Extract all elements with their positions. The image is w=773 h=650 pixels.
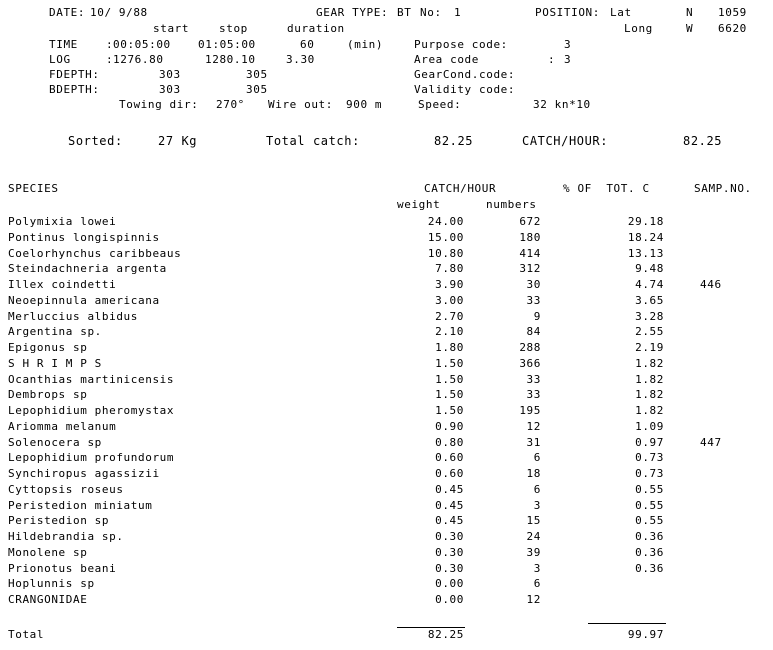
weight-cell: 2.10 — [435, 325, 464, 339]
time-start: 00:05:00 — [113, 38, 171, 51]
pct-cell: 1.82 — [635, 356, 664, 370]
species-name-cell: Epigonus sp — [8, 341, 88, 354]
sub-numbers-header: numbers — [486, 198, 537, 211]
total-pct: 99.97 — [627, 628, 664, 641]
weight-cell: 0.45 — [435, 514, 464, 528]
weight-cell: 0.30 — [435, 561, 464, 575]
numbers-cell: 31 — [526, 435, 541, 449]
weight-cell: 24.00 — [427, 215, 464, 228]
date-value: 10/ 9/88 — [90, 6, 148, 19]
species-name-cell: Coelorhynchus caribbeaus — [8, 246, 182, 260]
species-name-cell: Hoplunnis sp — [8, 577, 95, 591]
numbers-cell: 6 — [533, 577, 541, 591]
lat-label: Lat — [610, 6, 632, 19]
col-catch-hour-header: CATCH/HOUR — [424, 182, 497, 195]
time-colon: : — [106, 38, 114, 51]
total-catch-label: Total catch: — [266, 134, 360, 148]
col-species-header: SPECIES — [8, 182, 59, 195]
fdepth-stop: 305 — [246, 68, 268, 81]
bdepth-label: BDEPTH: — [49, 83, 100, 96]
numbers-cell: 33 — [526, 388, 541, 402]
numbers-cell: 33 — [526, 293, 541, 307]
species-name-cell: Monolene sp — [8, 545, 88, 559]
col-start-header: start — [153, 22, 190, 35]
pct-cell: 0.55 — [635, 482, 664, 496]
area-label: Area code — [414, 53, 480, 66]
numbers-cell: 288 — [519, 341, 541, 354]
log-duration: 3.30 — [286, 53, 315, 66]
catch-hour-value: 82.25 — [683, 134, 723, 148]
total-label: Total — [8, 628, 45, 641]
wire-value: 900 m — [346, 98, 383, 111]
species-name-cell: Merluccius albidus — [8, 309, 139, 323]
numbers-cell: 12 — [526, 593, 541, 606]
numbers-cell: 414 — [519, 246, 541, 260]
gearcond-label: GearCond.code: — [414, 68, 516, 81]
species-name-cell: Ocanthias martinicensis — [8, 372, 175, 386]
numbers-cell: 195 — [519, 404, 541, 417]
pct-cell: 3.28 — [635, 309, 664, 323]
pct-cell: 0.55 — [635, 498, 664, 512]
time-duration: 60 — [300, 38, 315, 51]
weight-cell: 1.50 — [435, 388, 464, 402]
pct-cell: 0.73 — [635, 467, 664, 480]
weight-cell: 10.80 — [427, 246, 464, 260]
weight-cell: 7.80 — [435, 262, 464, 276]
total-catch-value: 82.25 — [434, 134, 474, 148]
species-name-cell: Polymixia lowei — [8, 215, 117, 228]
species-name-cell: Synchiropus agassizii — [8, 467, 160, 480]
species-name-cell: S H R I M P S — [8, 356, 102, 370]
pct-cell: 4.74 — [635, 278, 664, 291]
bdepth-stop: 305 — [246, 83, 268, 96]
weight-cell: 0.00 — [435, 593, 464, 606]
lat-value: 1059 — [718, 6, 747, 19]
purpose-value: 3 — [564, 38, 572, 51]
samp-cell: 447 — [700, 435, 722, 449]
time-stop: 01:05:00 — [198, 38, 256, 51]
col-duration-header: duration — [287, 22, 345, 35]
weight-cell: 1.50 — [435, 404, 464, 417]
no-value: 1 — [454, 6, 462, 19]
numbers-cell: 18 — [526, 467, 541, 480]
pct-cell: 29.18 — [627, 215, 664, 228]
weight-cell: 2.70 — [435, 309, 464, 323]
numbers-cell: 180 — [519, 230, 541, 244]
pct-cell: 0.97 — [635, 435, 664, 449]
towing-label: Towing dir: — [119, 98, 199, 111]
numbers-cell: 84 — [526, 325, 541, 339]
weight-cell: 0.00 — [435, 577, 464, 591]
pct-cell: 0.36 — [635, 530, 664, 543]
speed-value: 32 kn*10 — [533, 98, 591, 111]
numbers-cell: 672 — [519, 215, 541, 228]
weight-cell: 3.90 — [435, 278, 464, 291]
species-name-cell: Peristedion sp — [8, 514, 110, 528]
weight-cell: 1.80 — [435, 341, 464, 354]
lat-dir: N — [686, 6, 694, 19]
weight-cell: 0.30 — [435, 530, 464, 543]
pct-cell: 18.24 — [627, 230, 664, 244]
time-label: TIME — [49, 38, 78, 51]
weight-cell: 0.60 — [435, 451, 464, 465]
weight-cell: 0.90 — [435, 419, 464, 433]
wire-label: Wire out: — [268, 98, 334, 111]
species-name-cell: Lepophidium profundorum — [8, 451, 175, 465]
weight-cell: 0.30 — [435, 545, 464, 559]
species-name-cell: Illex coindetti — [8, 278, 117, 291]
total-weight: 82.25 — [427, 628, 464, 641]
gear-type-label: GEAR TYPE: — [316, 6, 389, 19]
gear-type-value: BT — [397, 6, 412, 19]
total-pct-rule — [588, 623, 666, 624]
long-label: Long — [624, 22, 653, 35]
weight-cell: 0.45 — [435, 482, 464, 496]
pct-cell: 2.19 — [635, 341, 664, 354]
date-label: DATE: — [49, 6, 86, 19]
sub-weight-header: weight — [397, 198, 441, 211]
sorted-label: Sorted: — [68, 134, 123, 148]
numbers-cell: 366 — [519, 356, 541, 370]
log-start: 1276.80 — [113, 53, 164, 66]
species-name-cell: Steindachneria argenta — [8, 262, 167, 276]
numbers-cell: 3 — [533, 561, 541, 575]
area-colon: : — [548, 53, 556, 66]
species-name-cell: Lepophidium pheromystax — [8, 404, 175, 417]
numbers-cell: 12 — [526, 419, 541, 433]
col-pct-header: % OF TOT. C — [563, 182, 650, 195]
pct-cell: 9.48 — [635, 262, 664, 276]
samp-cell: 446 — [700, 278, 722, 291]
weight-cell: 1.50 — [435, 372, 464, 386]
fdepth-start: 303 — [159, 68, 181, 81]
numbers-cell: 312 — [519, 262, 541, 276]
weight-cell: 3.00 — [435, 293, 464, 307]
time-unit: (min) — [347, 38, 384, 51]
species-name-cell: Cyttopsis roseus — [8, 482, 124, 496]
long-value: 6620 — [718, 22, 747, 35]
species-name-cell: Peristedion miniatum — [8, 498, 153, 512]
catch-hour-label: CATCH/HOUR: — [522, 134, 609, 148]
numbers-cell: 30 — [526, 278, 541, 291]
pct-cell: 0.36 — [635, 561, 664, 575]
col-stop-header: stop — [219, 22, 248, 35]
species-name-cell: Ariomma melanum — [8, 419, 117, 433]
long-dir: W — [686, 22, 694, 35]
species-name-cell: CRANGONIDAE — [8, 593, 88, 606]
pct-cell: 13.13 — [627, 246, 664, 260]
species-name-cell: Pontinus longispinnis — [8, 230, 160, 244]
numbers-cell: 33 — [526, 372, 541, 386]
species-name-cell: Hildebrandia sp. — [8, 530, 124, 543]
pct-cell: 2.55 — [635, 325, 664, 339]
position-label: POSITION: — [535, 6, 601, 19]
bdepth-start: 303 — [159, 83, 181, 96]
sorted-value: 27 Kg — [158, 134, 198, 148]
weight-cell: 15.00 — [427, 230, 464, 244]
weight-cell: 0.60 — [435, 467, 464, 480]
numbers-cell: 3 — [533, 498, 541, 512]
pct-cell: 1.82 — [635, 372, 664, 386]
purpose-label: Purpose code: — [414, 38, 508, 51]
pct-cell: 1.82 — [635, 404, 664, 417]
species-name-cell: Solenocera sp — [8, 435, 102, 449]
weight-cell: 0.80 — [435, 435, 464, 449]
pct-cell: 3.65 — [635, 293, 664, 307]
log-stop: 1280.10 — [205, 53, 256, 66]
pct-cell: 1.09 — [635, 419, 664, 433]
log-label: LOG — [49, 53, 71, 66]
weight-cell: 0.45 — [435, 498, 464, 512]
numbers-cell: 6 — [533, 451, 541, 465]
col-samp-header: SAMP.NO. — [694, 182, 752, 195]
pct-cell: 0.73 — [635, 451, 664, 465]
area-value: 3 — [564, 53, 572, 66]
numbers-cell: 6 — [533, 482, 541, 496]
numbers-cell: 9 — [533, 309, 541, 323]
validity-label: Validity code: — [414, 83, 516, 96]
numbers-cell: 24 — [526, 530, 541, 543]
species-name-cell: Neoepinnula americana — [8, 293, 160, 307]
numbers-cell: 15 — [526, 514, 541, 528]
pct-cell: 0.36 — [635, 545, 664, 559]
species-name-cell: Dembrops sp — [8, 388, 88, 402]
pct-cell: 1.82 — [635, 388, 664, 402]
speed-label: Speed: — [418, 98, 462, 111]
weight-cell: 1.50 — [435, 356, 464, 370]
numbers-cell: 39 — [526, 545, 541, 559]
pct-cell: 0.55 — [635, 514, 664, 528]
log-colon: : — [106, 53, 114, 66]
no-label: No: — [420, 6, 442, 19]
species-name-cell: Prionotus beani — [8, 561, 117, 575]
towing-value: 270° — [216, 98, 245, 111]
fdepth-label: FDEPTH: — [49, 68, 100, 81]
species-name-cell: Argentina sp. — [8, 325, 102, 339]
